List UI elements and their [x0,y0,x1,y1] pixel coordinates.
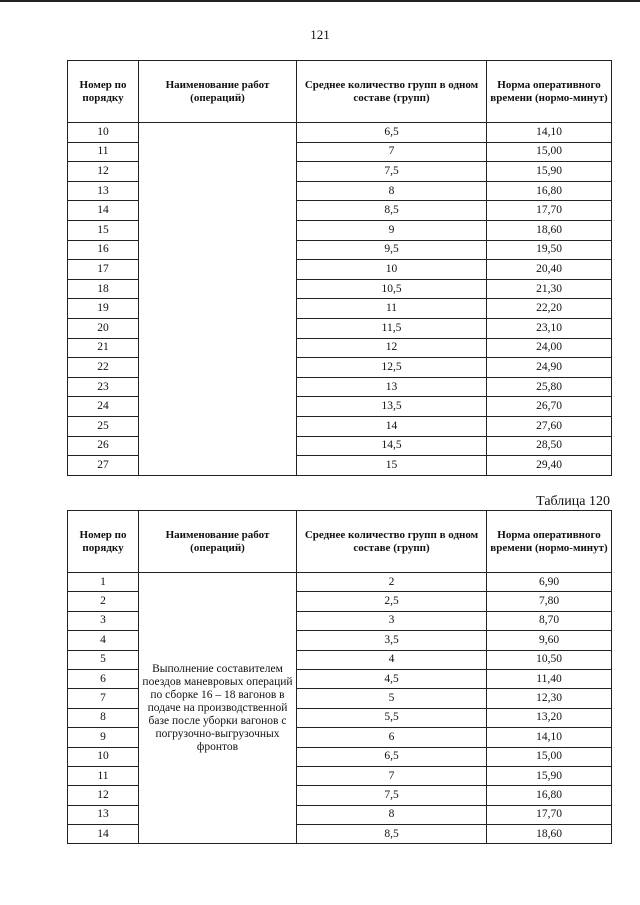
row-number: 26 [68,436,139,456]
time-norm: 16,80 [487,181,612,201]
time-norm: 9,60 [487,631,612,650]
group-count: 11,5 [297,318,487,338]
page-number: 121 [310,27,330,42]
row-number: 10 [68,123,139,143]
time-norm: 20,40 [487,260,612,280]
row-number: 11 [68,142,139,162]
time-norm: 17,70 [487,805,612,824]
row-number: 14 [68,825,139,844]
group-count: 5,5 [297,708,487,727]
row-number: 1 [68,573,139,592]
time-norm: 28,50 [487,436,612,456]
header-groups: Среднее количество групп в одном составе (групп) [297,61,487,123]
header-num: Номер по порядку [68,61,139,123]
time-norm: 11,40 [487,669,612,688]
group-count: 6,5 [297,123,487,143]
time-norm: 24,00 [487,338,612,358]
time-norm: 12,30 [487,689,612,708]
time-norm: 21,30 [487,279,612,299]
group-count: 12 [297,338,487,358]
group-count: 9 [297,220,487,240]
group-count: 7 [297,142,487,162]
table-header-row [68,511,612,573]
row-number: 23 [68,377,139,397]
group-count: 8 [297,805,487,824]
row-number: 7 [68,689,139,708]
row-number: 15 [68,220,139,240]
header-norm: Норма оперативного времени (нормо-минут) [487,61,612,123]
time-norm: 13,20 [487,708,612,727]
time-norm: 10,50 [487,650,612,669]
header-groups: Среднее количество групп в одном составе (групп) [297,511,487,573]
time-norm: 15,90 [487,162,612,182]
group-count: 4,5 [297,669,487,688]
group-count: 7,5 [297,162,487,182]
operation-description [139,123,297,476]
group-count: 7,5 [297,786,487,805]
row-number: 25 [68,416,139,436]
group-count: 6,5 [297,747,487,766]
header-name: Наименование работ (операций) [139,61,297,123]
group-count: 12,5 [297,358,487,378]
row-number: 20 [68,318,139,338]
time-norm: 14,10 [487,123,612,143]
table-header-row [68,61,612,123]
row-number: 4 [68,631,139,650]
time-norm: 14,10 [487,728,612,747]
time-norm: 15,90 [487,766,612,785]
time-norm: 24,90 [487,358,612,378]
time-norm: 22,20 [487,299,612,319]
header-num: Номер по порядку [68,511,139,573]
time-norm: 23,10 [487,318,612,338]
group-count: 10 [297,260,487,280]
row-number: 9 [68,728,139,747]
row-number: 21 [68,338,139,358]
norms-table-120 [67,510,612,844]
group-count: 13,5 [297,397,487,417]
table-caption: Таблица 120 [536,494,610,509]
group-count: 8,5 [297,201,487,221]
row-number: 16 [68,240,139,260]
group-count: 13 [297,377,487,397]
time-norm: 16,80 [487,786,612,805]
row-number: 18 [68,279,139,299]
group-count: 6 [297,728,487,747]
table-row [68,123,612,143]
group-count: 14 [297,416,487,436]
row-number: 19 [68,299,139,319]
row-number: 5 [68,650,139,669]
row-number: 14 [68,201,139,221]
header-name: Наименование работ (операций) [139,511,297,573]
group-count: 3,5 [297,631,487,650]
time-norm: 27,60 [487,416,612,436]
header-norm: Норма оперативного времени (нормо-минут) [487,511,612,573]
time-norm: 19,50 [487,240,612,260]
time-norm: 25,80 [487,377,612,397]
time-norm: 6,90 [487,573,612,592]
group-count: 7 [297,766,487,785]
row-number: 11 [68,766,139,785]
top-rule [0,0,640,2]
group-count: 8 [297,181,487,201]
group-count: 15 [297,456,487,476]
time-norm: 15,00 [487,747,612,766]
row-number: 27 [68,456,139,476]
group-count: 5 [297,689,487,708]
group-count: 8,5 [297,825,487,844]
group-count: 11 [297,299,487,319]
norms-table-continued [67,60,612,476]
row-number: 10 [68,747,139,766]
row-number: 22 [68,358,139,378]
row-number: 24 [68,397,139,417]
time-norm: 7,80 [487,592,612,611]
time-norm: 15,00 [487,142,612,162]
time-norm: 29,40 [487,456,612,476]
row-number: 12 [68,162,139,182]
group-count: 2,5 [297,592,487,611]
row-number: 13 [68,181,139,201]
group-count: 3 [297,611,487,630]
time-norm: 26,70 [487,397,612,417]
group-count: 14,5 [297,436,487,456]
operation-description: Выполнение составителем поездов маневровых операций по сборке 16 – 18 вагонов в подаче на производственной базе после уборки вагонов с погрузочно-выгрузочных фронтов [139,573,297,844]
row-number: 2 [68,592,139,611]
time-norm: 18,60 [487,220,612,240]
group-count: 4 [297,650,487,669]
row-number: 3 [68,611,139,630]
row-number: 6 [68,669,139,688]
row-number: 17 [68,260,139,280]
time-norm: 18,60 [487,825,612,844]
time-norm: 8,70 [487,611,612,630]
time-norm: 17,70 [487,201,612,221]
group-count: 10,5 [297,279,487,299]
group-count: 2 [297,573,487,592]
table-row [68,573,612,592]
group-count: 9,5 [297,240,487,260]
row-number: 13 [68,805,139,824]
row-number: 8 [68,708,139,727]
row-number: 12 [68,786,139,805]
